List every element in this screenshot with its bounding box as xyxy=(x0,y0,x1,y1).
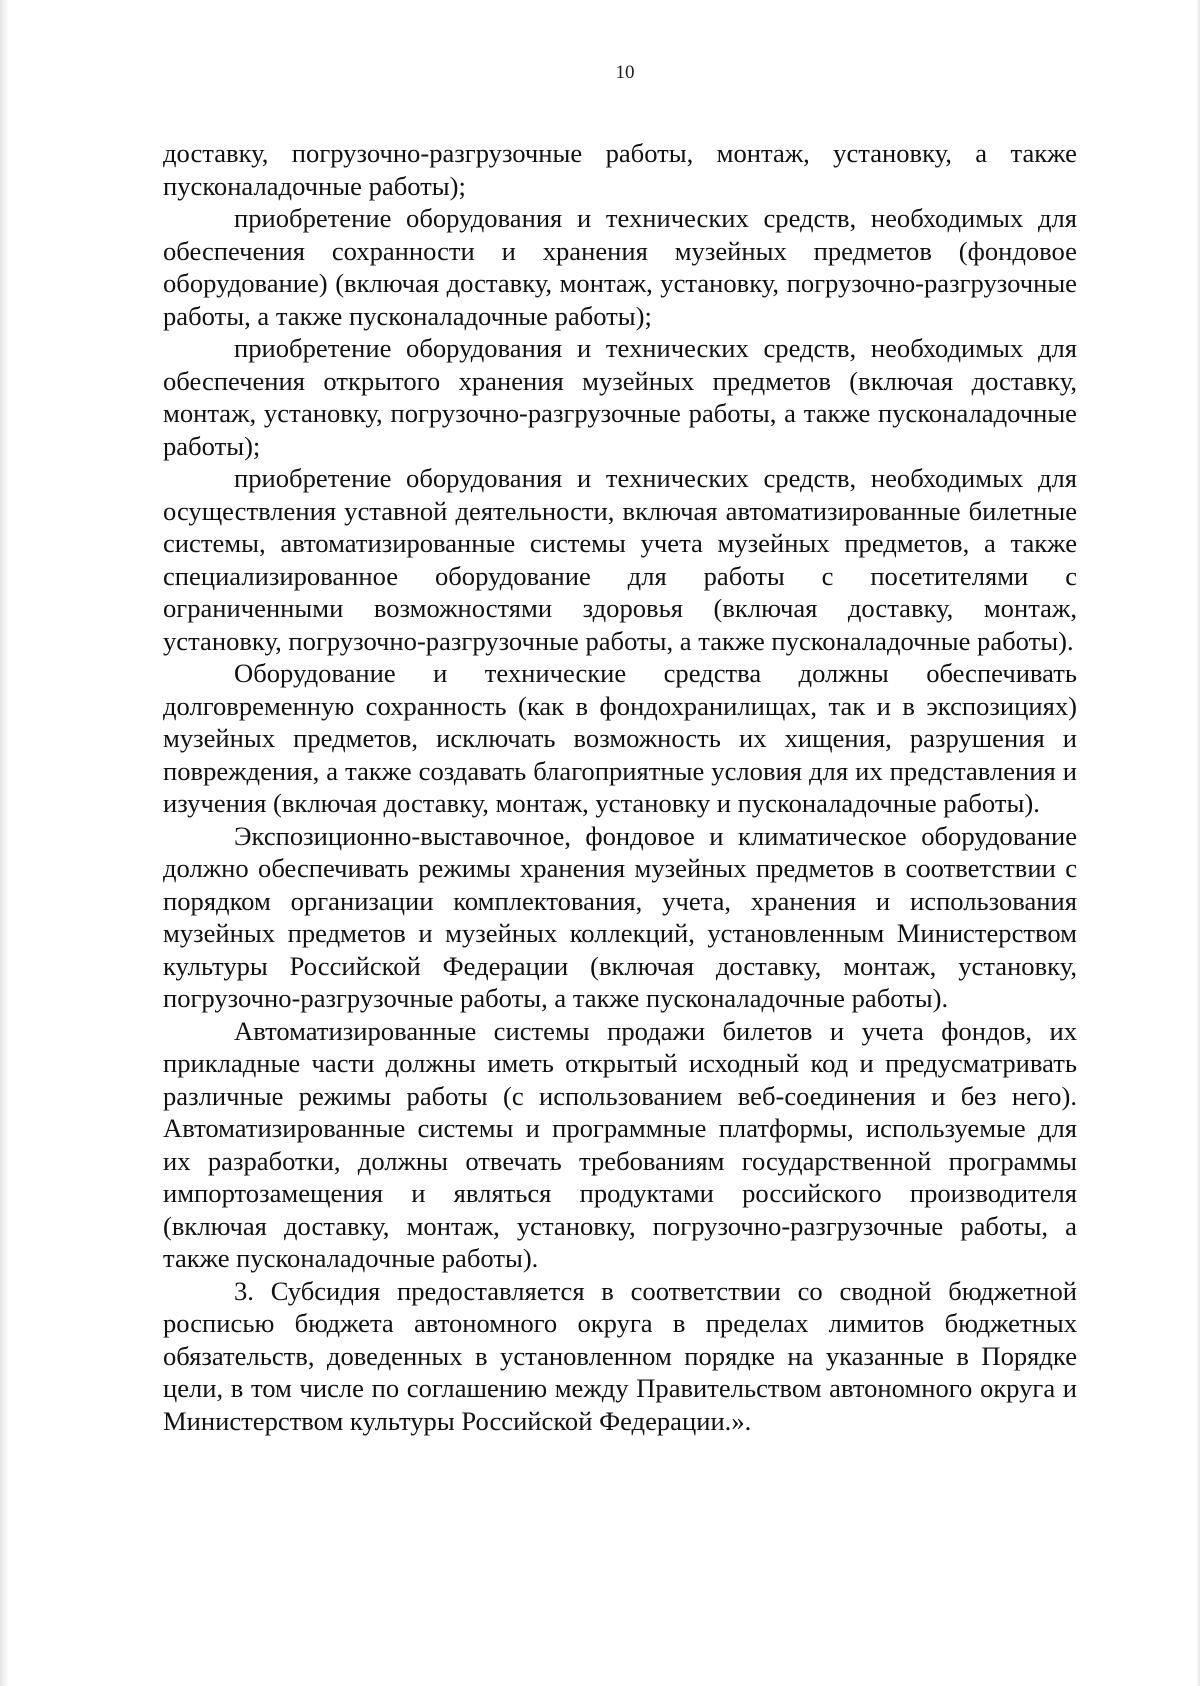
document-body xyxy=(163,137,1077,1437)
scan-edge-left xyxy=(0,0,9,1686)
paragraph-subsidy-clause-3: 3. Субсидия предоставляется в соответствии со сводной бюджетной росписью бюджета автономного округа в пределах лимитов бюджетных обязательств, доведенных в установленном порядке на указанные в Порядке цели, в том числе по соглашению между Правительством автономного округа и Министерством культуры Российской Федерации.». xyxy=(163,1275,1077,1436)
page-number: 10 xyxy=(615,62,635,83)
paragraph-open-storage-equipment: приобретение оборудования и технических средств, необходимых для обеспечения открытого хранения музейных предметов (включая доставку, монтаж, установку, погрузочно-разгрузочные работы, а также пусконаладочные работы); xyxy=(163,333,1077,461)
paragraph-exhibition-equipment: Экспозиционно-выставочное, фондовое и климатическое оборудование должно обеспечивать режимы хранения музейных предметов в соответствии с порядком организации комплектования, учета, хранения и использования музейных предметов и музейных коллекций, установленным Министерством культуры Российской Федерации (включая доставку, монтаж, установку, погрузочно-разгрузочные работы, а также пусконаладочные работы). xyxy=(163,820,1077,1013)
paragraph-storage-equipment: приобретение оборудования и технических средств, необходимых для обеспечения сохранности и хранения музейных предметов (фондовое оборудование) (включая доставку, монтаж, установку, погрузочно-разгрузочные работы, а также пусконаладочные работы); xyxy=(163,203,1077,331)
scan-edge-right xyxy=(1196,0,1200,1686)
paragraph-automated-systems: Автоматизированные системы продажи билетов и учета фондов, их прикладные части должны иметь открытый исходный код и предусматривать различные режимы работы (с использованием веб-соединения и без него). Автоматизированные системы и программные платформы, используемые для их разработки, должны отвечать требованиям государственной программы импортозамещения и являться продуктами российского производителя (включая доставку, монтаж, установку, погрузочно-разгрузочные работы, а также пусконаладочные работы). xyxy=(163,1015,1077,1273)
paragraph-continuation: доставку, погрузочно-разгрузочные работы, монтаж, установку, а также пусконаладочные работы); xyxy=(163,138,1077,201)
paragraph-equipment-requirements: Оборудование и технические средства должны обеспечивать долговременную сохранность (как в фондохранилищах, так и в экспозициях) музейных предметов, исключать возможность их хищения, разрушения и повреждения, а также создавать благоприятные условия для их представления и изучения (включая доставку, монтаж, установку и пусконаладочные работы). xyxy=(163,658,1077,818)
paragraph-statutory-activity-equipment: приобретение оборудования и технических средств, необходимых для осуществления уставной деятельности, включая автоматизированные билетные системы, автоматизированные системы учета музейных предметов, а также специализированное оборудование для работы с посетителями с ограниченными возможностями здоровья (включая доставку, монтаж, установку, погрузочно-разгрузочные работы, а также пусконаладочные работы). xyxy=(163,463,1077,656)
